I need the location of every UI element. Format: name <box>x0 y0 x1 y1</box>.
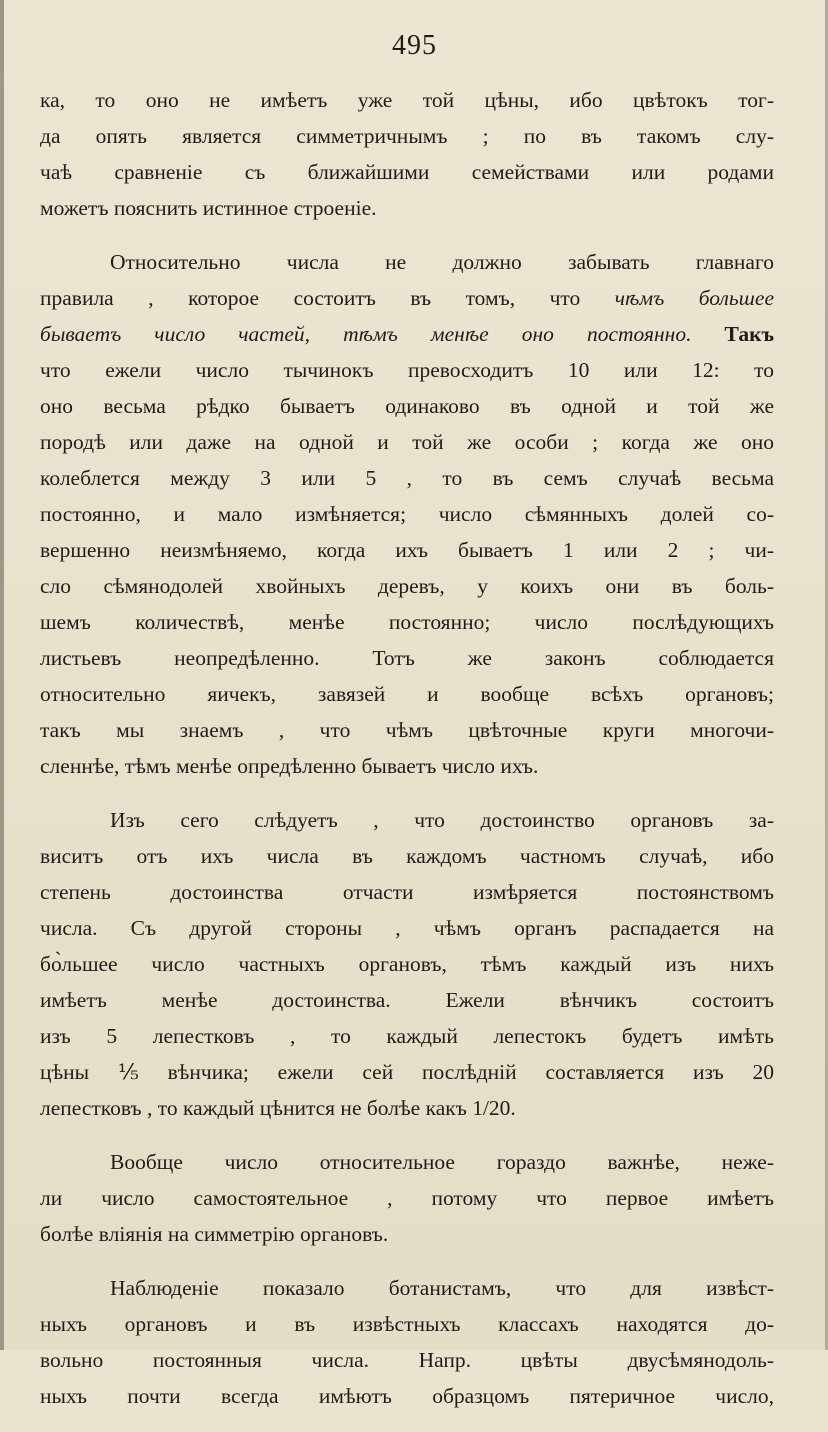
text-line: Относительно числа не должно забывать главнаго <box>110 250 774 274</box>
paragraph-1 <box>40 82 774 226</box>
text-line: ныхъ почти всегда имѣютъ образцомъ пятеричное число, <box>40 1384 774 1408</box>
italic-phrase: чѣмъ большее <box>614 286 774 310</box>
text-line: постоянно, и мало измѣняется; число сѣмянныхъ долей со- <box>40 502 774 526</box>
text-line: да опять является симметричнымъ ; по въ такомъ слу- <box>40 124 774 148</box>
text-line: такъ мы знаемъ , что чѣмъ цвѣточные круги многочи- <box>40 718 774 742</box>
text-line-composite <box>40 280 774 316</box>
text-line-composite <box>40 316 774 352</box>
text-line: сло сѣмянодолей хвойныхъ деревъ, у коихъ они въ боль- <box>40 574 774 598</box>
text-line: вершенно неизмѣняемо, когда ихъ бываетъ 1 или 2 ; чи- <box>40 538 774 562</box>
fraction: ⅕ <box>117 1060 139 1084</box>
text-segment: лепестковъ , то каждый цѣнится не болѣе какъ <box>40 1096 467 1120</box>
text-line: колеблется между 3 или 5 , то въ семъ случаѣ весьма <box>40 466 774 490</box>
text-line: бо̀льшее число частныхъ органовъ, тѣмъ каждый изъ нихъ <box>40 952 774 976</box>
text-line: Изъ сего слѣдуетъ , что достоинство органовъ за- <box>110 808 774 832</box>
italic-phrase: бываетъ число частей, тѣмъ менѣе оно постоянно. <box>40 322 692 346</box>
text-segment: Такъ <box>724 322 775 346</box>
text-line: степень достоинства отчасти измѣряется постоянствомъ <box>40 880 774 904</box>
text-line: что ежели число тычинокъ превосходитъ 10 или 12: то <box>40 358 774 382</box>
paragraph-5 <box>40 1270 774 1414</box>
text-line: породѣ или даже на одной и той же особи ; когда же оно <box>40 430 774 454</box>
paragraph-2 <box>40 244 774 784</box>
text-segment: правила , которое состоитъ въ томъ, что <box>40 286 581 310</box>
text-line: имѣетъ менѣе достоинства. Ежели вѣнчикъ состоитъ <box>40 988 774 1012</box>
text-line: можетъ пояснить истинное строеніе. <box>40 196 377 220</box>
text-line: оно весьма рѣдко бываетъ одинаково въ одной и той же <box>40 394 774 418</box>
fraction: 1/20. <box>472 1096 516 1120</box>
text-line: чаѣ сравненіе съ ближайшими семействами или родами <box>40 160 774 184</box>
paragraph-3 <box>40 802 774 1126</box>
text-line-composite <box>40 1090 774 1126</box>
text-line: числа. Съ другой стороны , чѣмъ органъ распадается на <box>40 916 774 940</box>
paragraph-4 <box>40 1144 774 1252</box>
text-segment: цѣны <box>40 1060 90 1084</box>
text-line: Наблюденіе показало ботанистамъ, что для извѣст- <box>110 1276 774 1300</box>
text-line: листьевъ неопредѣленно. Тотъ же законъ соблюдается <box>40 646 774 670</box>
text-line: болѣе вліянія на симметрію органовъ. <box>40 1222 389 1246</box>
text-segment: вѣнчика; ежели сей послѣдній составляется изъ 20 <box>167 1060 774 1084</box>
text-line: виситъ отъ ихъ числа въ каждомъ частномъ случаѣ, ибо <box>40 844 774 868</box>
text-line: вольно постоянныя числа. Напр. цвѣты двусѣмянодоль- <box>40 1348 774 1372</box>
text-line: ли число самостоятельное , потому что первое имѣетъ <box>40 1186 774 1210</box>
text-line: изъ 5 лепестковъ , то каждый лепестокъ будетъ имѣть <box>40 1024 774 1048</box>
page-text <box>40 82 774 1432</box>
page-number: 495 <box>392 30 437 61</box>
text-line: ка, то оно не имѣетъ уже той цѣны, ибо цвѣтокъ тог- <box>40 88 774 112</box>
text-line: относительно яичекъ, завязей и вообще всѣхъ органовъ; <box>40 682 774 706</box>
text-line: сленнѣе, тѣмъ менѣе опредѣленно бываетъ число ихъ. <box>40 754 539 778</box>
text-line: ныхъ органовъ и въ извѣстныхъ классахъ находятся до- <box>40 1312 774 1336</box>
text-line: Вообще число относительное гораздо важнѣе, неже- <box>110 1150 774 1174</box>
text-line: шемъ количествѣ, менѣе постоянно; число послѣдующихъ <box>40 610 774 634</box>
text-line-composite <box>40 1054 774 1090</box>
